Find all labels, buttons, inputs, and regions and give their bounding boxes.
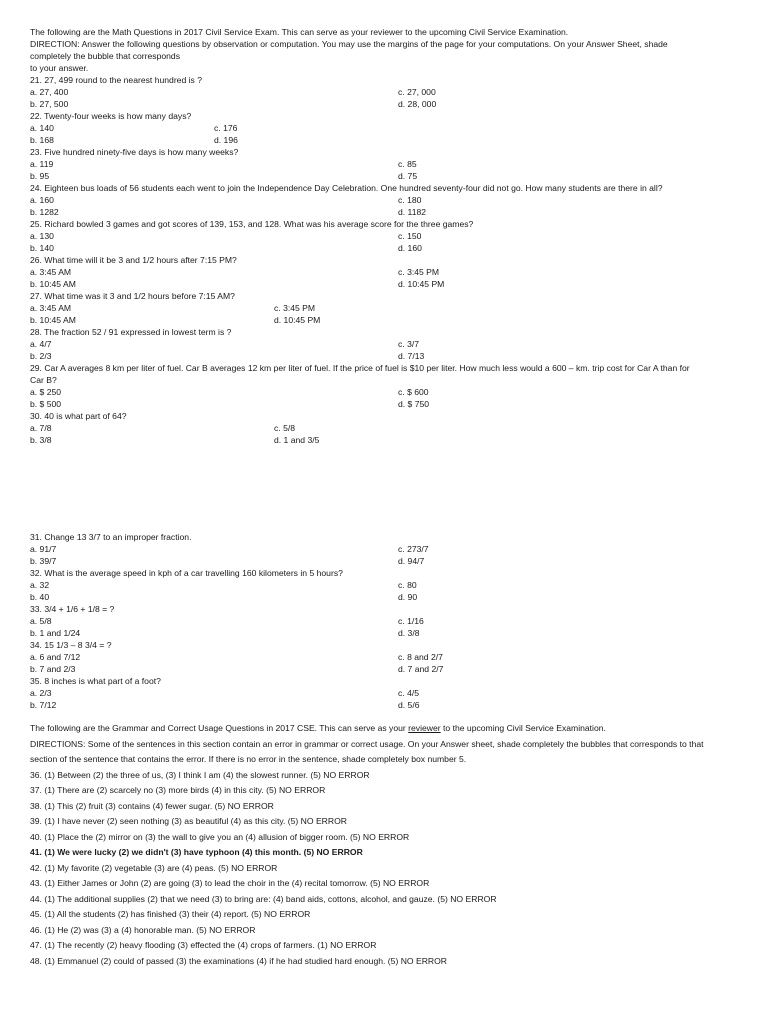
choice-d: d. 196 bbox=[214, 135, 238, 145]
choice-a: a. 7/8 bbox=[30, 423, 52, 433]
choices-row bbox=[30, 398, 742, 410]
choices-row bbox=[30, 386, 742, 398]
grammar-intro bbox=[30, 721, 742, 737]
intro-direction-cont: completely the bubble that corresponds bbox=[30, 51, 181, 61]
question-21: 21. 27, 499 round to the nearest hundred is ? bbox=[30, 75, 203, 85]
choices-row bbox=[30, 651, 742, 663]
question-25: 25. Richard bowled 3 games and got scores of 139, 153, and 128. What was his average score for the three games? bbox=[30, 219, 474, 229]
choice-b: b. 95 bbox=[30, 171, 50, 181]
grammar-item-40: 40. (1) Place the (2) mirror on (3) the wall to give you an (4) allusion of bigger room. (5) NO ERROR bbox=[30, 831, 410, 842]
question-29: 29. Car A averages 8 km per liter of fuel. Car B averages 12 km per liter of fuel. If the price of fuel is $10 per liter. How much less would a 600 – km. trip cost for Car A than for bbox=[30, 363, 690, 373]
choice-a: a. 27, 400 bbox=[30, 87, 69, 97]
grammar-item-41: 41. (1) We were lucky (2) we didn't (3) have typhoon (4) this month. (5) NO ERROR bbox=[30, 847, 363, 857]
choice-b: b. 2/3 bbox=[30, 351, 52, 361]
grammar-section bbox=[30, 721, 742, 969]
choice-b: b. 7 and 2/3 bbox=[30, 664, 76, 674]
question-29-cont: Car B? bbox=[30, 375, 57, 385]
choice-b: b. 27, 500 bbox=[30, 99, 69, 109]
choices-row bbox=[30, 579, 742, 591]
choice-c: c. 180 bbox=[398, 195, 422, 205]
choices-row bbox=[30, 338, 742, 350]
choice-d: d. 75 bbox=[398, 171, 418, 181]
grammar-item-43: 43. (1) Either James or John (2) are going (3) to lead the choir in the (4) recital tomorrow. (5) NO ERROR bbox=[30, 878, 430, 888]
choice-d: d. 160 bbox=[398, 243, 422, 253]
choices-row bbox=[30, 122, 742, 134]
intro-direction: DIRECTION: Answer the following questions by observation or computation. You may use the margins of the page for your computations. On your Answer Sheet, shade bbox=[30, 39, 668, 49]
grammar-item-38: 38. (1) This (2) fruit (3) contains (4) fewer sugar. (5) NO ERROR bbox=[30, 800, 274, 811]
choice-a: a. 2/3 bbox=[30, 688, 52, 698]
choice-b: b. 1282 bbox=[30, 207, 59, 217]
choice-c: c. 273/7 bbox=[398, 544, 429, 554]
choices-row bbox=[30, 158, 742, 170]
choices-row bbox=[30, 314, 742, 326]
choice-c: c. 8 and 2/7 bbox=[398, 652, 443, 662]
question-24: 24. Eighteen bus loads of 56 students each went to join the Independence Day Celebration. One hundred seventy-four did not go. How many students are there in all? bbox=[30, 183, 663, 193]
choice-d: d. 94/7 bbox=[398, 556, 425, 566]
choice-c: c. 1/16 bbox=[398, 616, 424, 626]
choice-d: d. 28, 000 bbox=[398, 99, 437, 109]
choices-row bbox=[30, 434, 742, 446]
grammar-item-45: 45. (1) All the students (2) has finished (3) their (4) report. (5) NO ERROR bbox=[30, 909, 311, 919]
intro-direction-cont: to your answer. bbox=[30, 63, 89, 73]
choices-row bbox=[30, 422, 742, 434]
question-31: 31. Change 13 3/7 to an improper fraction. bbox=[30, 532, 192, 542]
choice-c: c. 80 bbox=[398, 580, 417, 590]
choice-d: d. 10:45 PM bbox=[274, 315, 321, 325]
grammar-item-42: 42. (1) My favorite (2) vegetable (3) are (4) peas. (5) NO ERROR bbox=[30, 862, 278, 873]
grammar-directions-cont: section of the sentence that contains the error. If there is no error in the sentence, shade completely box number 5. bbox=[30, 754, 467, 764]
choices-row bbox=[30, 278, 742, 290]
math-intro bbox=[30, 26, 742, 446]
choices-row bbox=[30, 615, 742, 627]
choice-d: d. 7/13 bbox=[398, 351, 425, 361]
choice-b: b. 1 and 1/24 bbox=[30, 628, 81, 638]
choice-a: a. 3:45 AM bbox=[30, 267, 72, 277]
choices-row bbox=[30, 627, 742, 639]
choice-b: b. 40 bbox=[30, 592, 50, 602]
choice-a: a. 160 bbox=[30, 195, 54, 205]
question-32: 32. What is the average speed in kph of a car travelling 160 kilometers in 5 hours? bbox=[30, 568, 343, 578]
grammar-item-37: 37. (1) There are (2) scarcely no (3) more birds (4) in this city. (5) NO ERROR bbox=[30, 785, 326, 795]
choice-a: a. 6 and 7/12 bbox=[30, 652, 81, 662]
question-27: 27. What time was it 3 and 1/2 hours before 7:15 AM? bbox=[30, 291, 235, 301]
grammar-item-48: 48. (1) Emmanuel (2) could of passed (3) the examinations (4) if he had studied hard enough. (5) NO ERROR bbox=[30, 955, 448, 966]
choice-c: c. 27, 000 bbox=[398, 87, 436, 97]
choice-a: a. 4/7 bbox=[30, 339, 52, 349]
choice-c: c. 3:45 PM bbox=[398, 267, 440, 277]
choice-b: b. 3/8 bbox=[30, 435, 52, 445]
question-33: 33. 3/4 + 1/6 + 1/8 = ? bbox=[30, 604, 115, 614]
choice-b: b. 7/12 bbox=[30, 700, 57, 710]
grammar-item-39: 39. (1) I have never (2) seen nothing (3) as beautiful (4) as this city. (5) NO ERROR bbox=[30, 816, 347, 826]
intro-title: The following are the Math Questions in 2017 Civil Service Exam. This can serve as your reviewer to the upcoming Civil Service Examination. bbox=[30, 27, 569, 37]
reviewer-link[interactable]: reviewer bbox=[408, 723, 441, 733]
choices-row bbox=[30, 86, 742, 98]
choice-a: a. 140 bbox=[30, 123, 54, 133]
grammar-directions: DIRECTIONS: Some of the sentences in this section contain an error in grammar or correct usage. On your Answer sheet, shade completely the bubbles that corresponds to that bbox=[30, 738, 704, 749]
choices-row bbox=[30, 663, 742, 675]
choice-d: d. 1 and 3/5 bbox=[274, 435, 320, 445]
choice-a: a. 119 bbox=[30, 159, 54, 169]
choice-a: a. $ 250 bbox=[30, 387, 62, 397]
grammar-item-36: 36. (1) Between (2) the three of us, (3) I think I am (4) the slowest runner. (5) NO ERROR bbox=[30, 769, 370, 780]
choice-d: d. 7 and 2/7 bbox=[398, 664, 444, 674]
choice-b: b. 10:45 AM bbox=[30, 315, 76, 325]
choice-d: d. $ 750 bbox=[398, 399, 430, 409]
choices-row bbox=[30, 194, 742, 206]
choice-a: a. 91/7 bbox=[30, 544, 57, 554]
choice-c: c. 3/7 bbox=[398, 339, 420, 349]
grammar-intro-text: The following are the Grammar and Correct Usage Questions in 2017 CSE. This can serve as your bbox=[30, 723, 409, 733]
question-30: 30. 40 is what part of 64? bbox=[30, 411, 127, 421]
question-26: 26. What time will it be 3 and 1/2 hours after 7:15 PM? bbox=[30, 255, 237, 265]
grammar-item-46: 46. (1) He (2) was (3) a (4) honorable man. (5) NO ERROR bbox=[30, 924, 256, 935]
choice-d: d. 5/6 bbox=[398, 700, 420, 710]
choices-row bbox=[30, 591, 742, 603]
choices-row bbox=[30, 230, 742, 242]
question-34: 34. 15 1/3 – 8 3/4 = ? bbox=[30, 640, 112, 650]
grammar-intro-text: to the upcoming Civil Service Examination. bbox=[440, 723, 606, 733]
choice-b: b. $ 500 bbox=[30, 399, 62, 409]
choices-row bbox=[30, 170, 742, 182]
choice-c: c. 150 bbox=[398, 231, 422, 241]
choice-b: b. 39/7 bbox=[30, 556, 57, 566]
choice-a: a. 3:45 AM bbox=[30, 303, 72, 313]
choice-a: a. 32 bbox=[30, 580, 50, 590]
question-28: 28. The fraction 52 / 91 expressed in lowest term is ? bbox=[30, 327, 232, 337]
question-22: 22. Twenty-four weeks is how many days? bbox=[30, 111, 192, 121]
choices-row bbox=[30, 98, 742, 110]
choice-c: c. 4/5 bbox=[398, 688, 420, 698]
choice-c: c. 5/8 bbox=[274, 423, 296, 433]
math-part-2 bbox=[30, 531, 742, 711]
grammar-item-47: 47. (1) The recently (2) heavy flooding (3) effected the (4) crops of farmers. (1) NO ERROR bbox=[30, 940, 377, 950]
choice-a: a. 5/8 bbox=[30, 616, 52, 626]
choice-b: b. 140 bbox=[30, 243, 54, 253]
choices-row bbox=[30, 543, 742, 555]
choices-row bbox=[30, 350, 742, 362]
choice-b: b. 10:45 AM bbox=[30, 279, 76, 289]
choice-c: c. $ 600 bbox=[398, 387, 429, 397]
choices-row bbox=[30, 242, 742, 254]
choice-b: b. 168 bbox=[30, 135, 54, 145]
choice-d: d. 3/8 bbox=[398, 628, 420, 638]
question-35: 35. 8 inches is what part of a foot? bbox=[30, 676, 161, 686]
choices-row bbox=[30, 687, 742, 699]
choices-row bbox=[30, 302, 742, 314]
grammar-item-44: 44. (1) The additional supplies (2) that we need (3) to bring are: (4) band aids, cottons, alcohol, and gauze. (5) NO ERROR bbox=[30, 893, 497, 904]
choice-c: c. 176 bbox=[214, 123, 238, 133]
choices-row bbox=[30, 555, 742, 567]
choices-row bbox=[30, 699, 742, 711]
choice-c: c. 85 bbox=[398, 159, 417, 169]
choice-d: d. 90 bbox=[398, 592, 418, 602]
choice-a: a. 130 bbox=[30, 231, 54, 241]
choices-row bbox=[30, 206, 742, 218]
choices-row bbox=[30, 266, 742, 278]
question-23: 23. Five hundred ninety-five days is how many weeks? bbox=[30, 147, 239, 157]
choices-row bbox=[30, 134, 742, 146]
choice-c: c. 3:45 PM bbox=[274, 303, 316, 313]
choice-d: d. 10:45 PM bbox=[398, 279, 445, 289]
choice-d: d. 1182 bbox=[398, 207, 427, 217]
